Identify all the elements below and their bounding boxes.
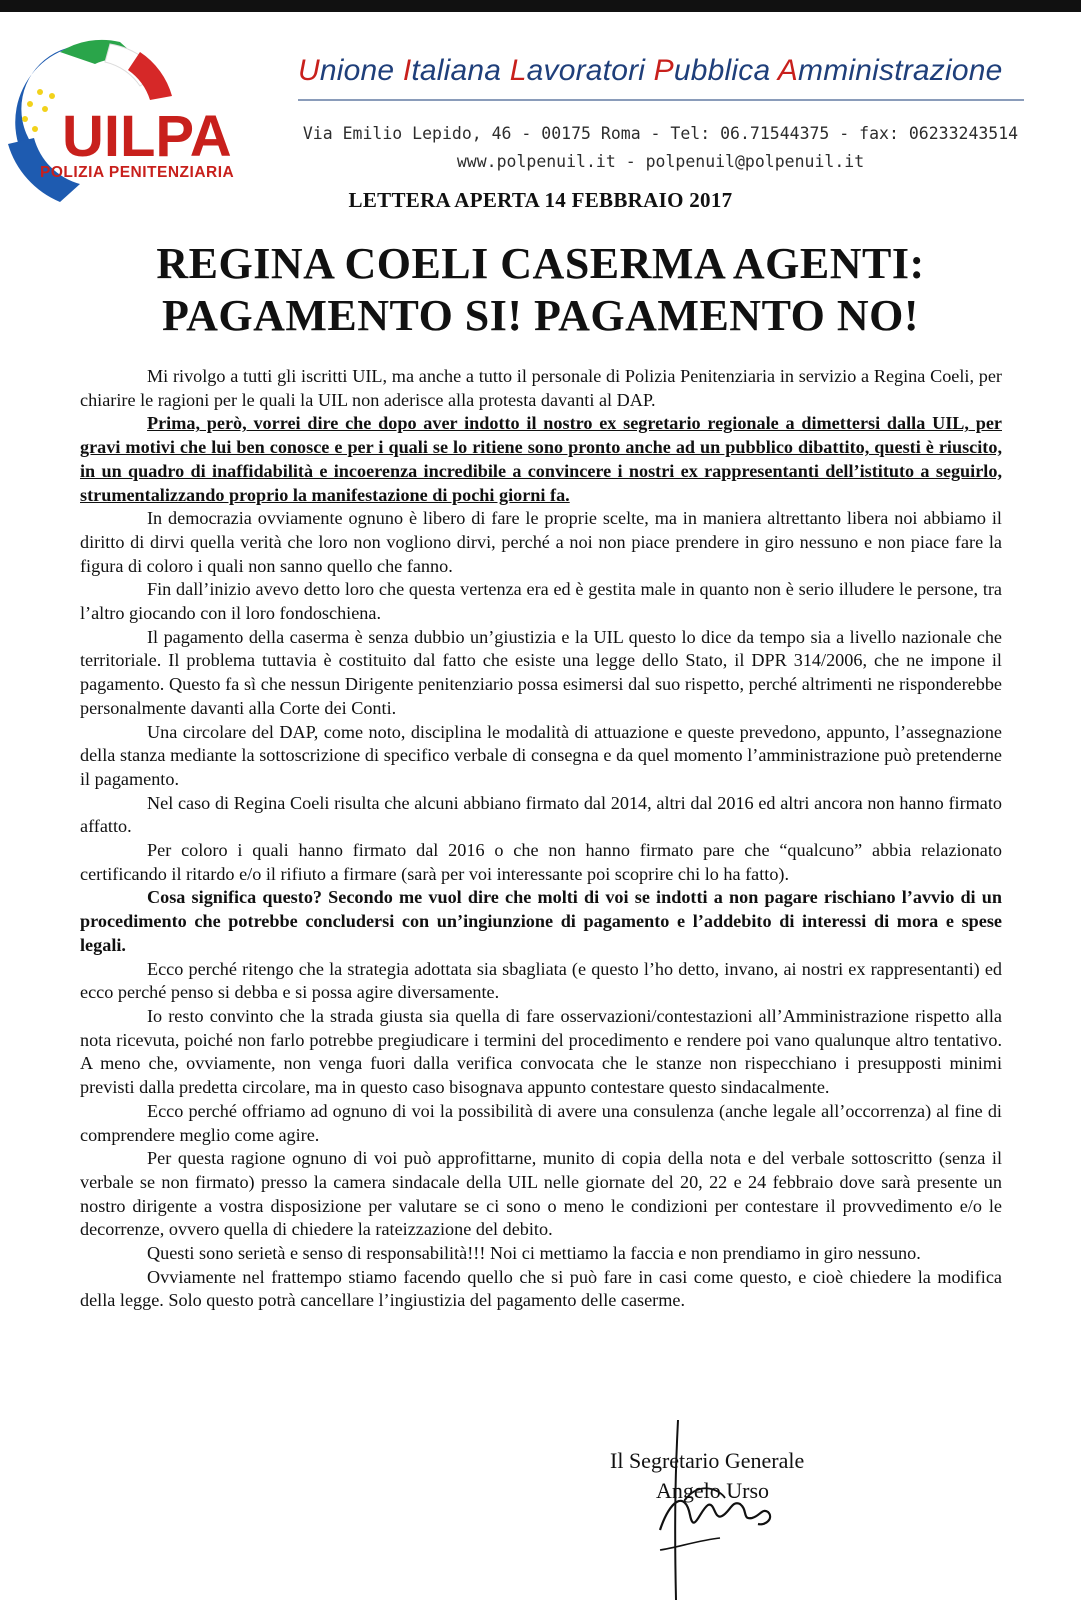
title-line-2: PAGAMENTO SI! PAGAMENTO NO!	[161, 291, 920, 340]
title-line-1: REGINA COELI CASERMA AGENTI:	[156, 239, 925, 288]
contact-info	[298, 120, 1023, 176]
organization-name: Unione Italiana Lavoratori Pubblica Amministrazione	[298, 54, 1003, 87]
signatory-name: Angelo Urso	[656, 1478, 770, 1503]
letter-dateline: LETTERA APERTA 14 FEBBRAIO 2017	[348, 188, 733, 212]
letter-body	[80, 365, 1002, 1313]
paragraph: Il pagamento della caserma è senza dubbio un’giustizia e la UIL questo lo dice da tempo sia a livello nazionale che territoriale. Il problema tuttavia è costituito dal fatto che esiste una legge dello Stato, il DPR 314/2006, che ne impone il pagamento. Questo fa sì che nessun Dirigente penitenziario possa esimersi dal suo rispetto, perché altrimenti ne risponderebbe personalmente davanti alla Corte dei Conti.	[80, 626, 1002, 718]
paragraph: Per questa ragione ognuno di voi può approfittarne, munito di copia della nota e del verbale sottoscritto (senza il verbale se non firmato) presso la camera sindacale della UIL nelle giornate del 20, 22 e 24 febbraio dove sarà presente un nostro dirigente a vostra disposizione per valutare se ci sono o meno le condizioni per contestare il provvedimento e/o le decorrenze, ovvero quella di chiedere la rateizzazione del debito.	[80, 1148, 1002, 1240]
address-line: Via Emilio Lepido, 46 - 00175 Roma - Tel: 06.71544375 - fax: 06233243514	[302, 124, 1019, 143]
paragraph: Io resto convinto che la strada giusta sia quella di fare osservazioni/contestazioni all’Amministrazione rispetto alla nota ricevuta, poiché non farlo potrebbe pregiudicare i termini del procedimento e rendere poi vano qualunque altro tentativo. A meno che, ovviamente, non venga fuori dalla verifica convocata che le stanze non rispecchiano i presupposti minimi previsti dalla predetta circolare, ma in questo caso bisognava appunto contestare questo sindacalmente.	[80, 1005, 1002, 1098]
paragraph: Ovviamente nel frattempo stiamo facendo quello che si può fare in casi come questo, e cioè chiedere la modifica della legge. Solo questo potrà cancellare l’ingiustizia del pagamento delle caserme.	[80, 1266, 1002, 1311]
paragraph: Fin dall’inizio avevo detto loro che questa vertenza era ed è gestita male in quanto non è serio illudere le persone, tra l’altro giocando con il loro fondoschiena.	[80, 579, 1002, 624]
paragraph: Mi rivolgo a tutti gli iscritti UIL, ma anche a tutto il personale di Polizia Penitenziaria in servizio a Regina Coeli, per chiarire le ragioni per le quali la UIL non aderisce alla protesta davanti al DAP.	[80, 366, 1002, 410]
paragraph-emphasis: Prima, però, vorrei dire che dopo aver indotto il nostro ex segretario regionale a dimettersi dalla UIL, per gravi motivi che lui ben conosce e per i quali se lo ritiene sono pronto anche ad un pubblico dibattito, questi è riuscito, in un quadro di inaffidabilità e incoerenza incredibile a convincere i nostri ex rappresentanti dell’istituto a seguirlo, strumentalizzando proprio la manifestazione di pochi giorni fa.	[80, 413, 1002, 505]
header-rule	[298, 99, 1024, 101]
paragraph: Nel caso di Regina Coeli risulta che alcuni abbiano firmato dal 2014, altri dal 2016 ed altri ancora non hanno firmato affatto.	[80, 792, 1002, 837]
paragraph: In democrazia ovviamente ognuno è libero di fare le proprie scelte, ma in maniera altrettanto libera noi abbiamo il diritto di dirvi quella verità che loro non vogliono dirvi, perché a noi non piace prendere in giro nessuno e non piace fare la figura di coloro i quali non sanno quello che fanno.	[80, 508, 1002, 576]
document-title	[0, 238, 1081, 342]
logo-subtitle: POLIZIA PENITENZIARIA	[40, 164, 235, 181]
paragraph-bold: Cosa significa questo? Secondo me vuol dire che molti di voi se indotti a non pagare rischiano l’avvio di un procedimento che potrebbe concludersi con un’ingiunzione di pagamento e l’addebito di interessi di mora e spese legali.	[80, 887, 1002, 955]
paragraph: Ecco perché ritengo che la strategia adottata sia sbagliata (e questo l’ho detto, invano, ai nostri ex rappresentanti) ed ecco perché penso si debba e si possa agire diversamente.	[80, 958, 1002, 1003]
paragraph: Una circolare del DAP, come noto, disciplina le modalità di attuazione e queste prevedono, appunto, l’assegnazione della stanza mediante la sottoscrizione di specifico verbale di consegna e da quel momento l’amministrazione può pretenderne il pagamento.	[80, 721, 1002, 789]
signatory-role: Il Segretario Generale	[610, 1448, 805, 1473]
handwritten-signature	[630, 1420, 800, 1600]
paragraph: Ecco perché offriamo ad ognuno di voi la possibilità di avere una consulenza (anche legale all’occorrenza) al fine di comprendere meglio come agire.	[80, 1100, 1002, 1145]
logo-wordmark: UILPA	[62, 104, 232, 169]
paragraph: Questi sono serietà e senso di responsabilità!!! Noi ci mettiamo la faccia e non prendiamo in giro nessuno.	[147, 1243, 921, 1264]
web-mail-line: www.polpenuil.it - polpenuil@polpenuil.it	[456, 152, 865, 171]
top-black-bar	[0, 0, 1081, 12]
uilpa-logo	[0, 34, 280, 204]
paragraph: Per coloro i quali hanno firmato dal 2016 o che non hanno firmato pare che “qualcuno” abbia relazionato certificando il ritardo e/o il rifiuto a firmare (sarà per voi interessante poi scoprire chi lo ha fatto).	[80, 840, 1002, 884]
